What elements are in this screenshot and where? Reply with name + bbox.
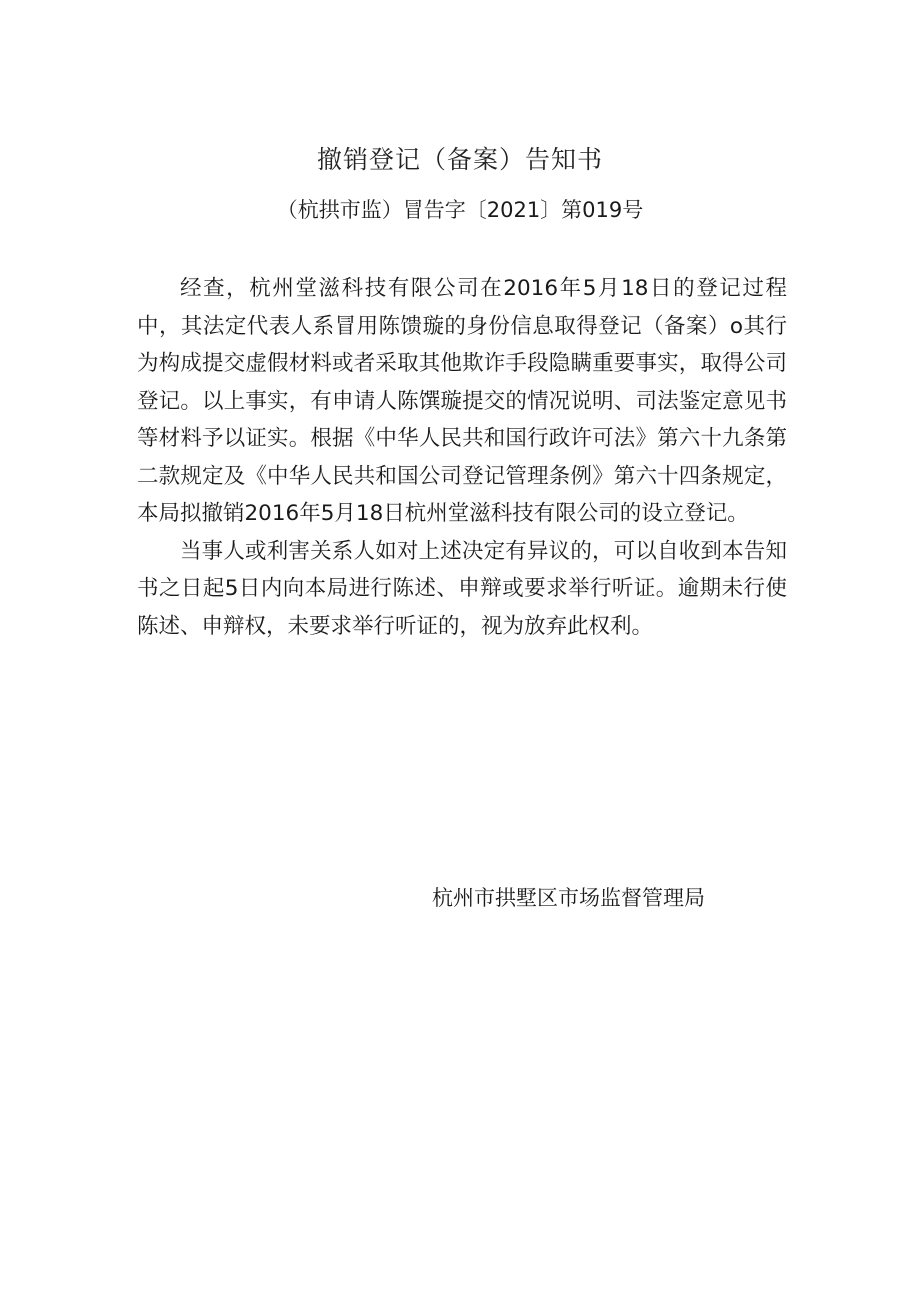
body-paragraph-2: 当事人或利害关系人如对上述决定有异议的，可以自收到本告知书之日起5日内向本局进行陈述、申辩或要求举行听证。逾期未行使陈述、申辩权，未要求举行听证的，视为放弃此权利。 (137, 538, 787, 639)
document-number: （杭拱市监）冒告字〔2021〕第019号 (276, 198, 644, 222)
document-title: 撤销登记（备案）告知书 (316, 145, 603, 174)
document-body (137, 270, 787, 645)
issuing-authority-signature: 杭州市拱墅区市场监督管理局 (432, 886, 705, 910)
body-paragraph-1: 经查，杭州堂滋科技有限公司在2016年5月18日的登记过程中，其法定代表人系冒用陈馈璇的身份信息取得登记（备案）o其行为构成提交虚假材料或者采取其他欺诈手段隐瞒重要事实，取得公司登记。以上事实，有申请人陈馔璇提交的情况说明、司法鉴定意见书等材料予以证实。根据《中华人民共和国行政许可法》第六十九条第二款规定及《中华人民共和国公司登记管理条例》第六十四条规定，本局拟撤销2016年5月18日杭州堂滋科技有限公司的设立登记。 (137, 276, 787, 526)
